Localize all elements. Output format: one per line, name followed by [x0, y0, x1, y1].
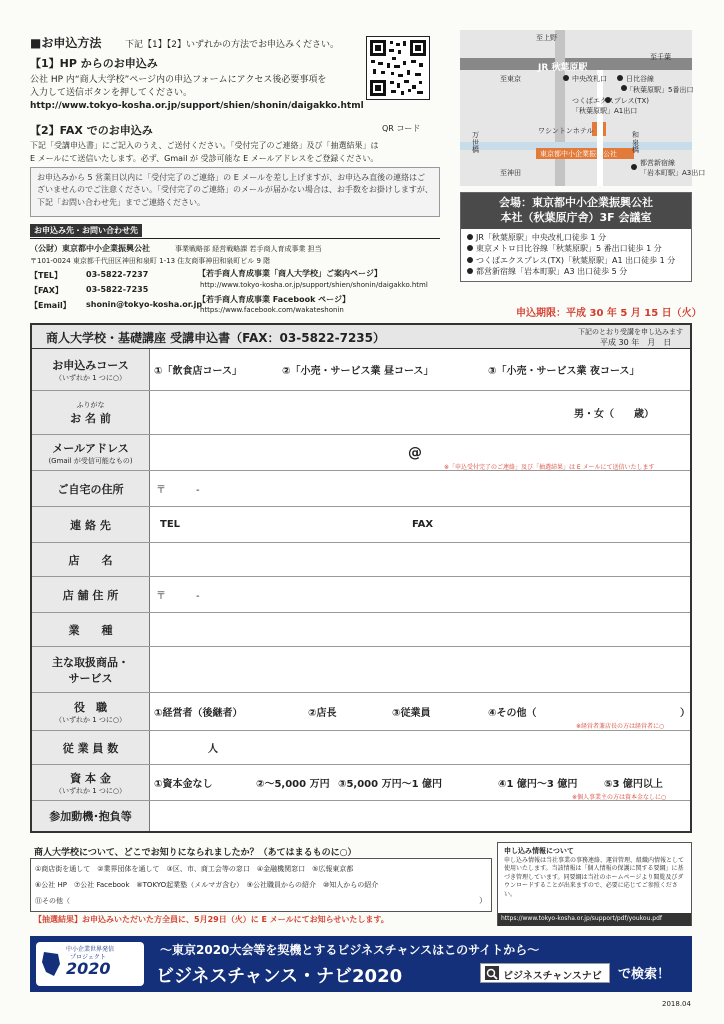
venue-box — [460, 192, 692, 282]
fax-value: 03-5822-7235 — [86, 285, 149, 294]
capital-option-5[interactable]: ⑤3 億円以上 — [604, 779, 663, 790]
map-label-kosha: 東京都中小企業振興公社 — [540, 150, 617, 158]
form-date[interactable]: 平成 30 年 月 日 — [600, 338, 672, 347]
capital-option-1[interactable]: ①資本金なし — [154, 779, 213, 790]
capital-sub: （いずれか 1 つに○） — [54, 786, 126, 795]
course-sub: （いずれか 1 つに○） — [54, 373, 126, 382]
fax-text-2: E メールにて送信いたします。必ず、Gmail が 受診可能な E メールアドレスをご登録ください。 — [30, 154, 379, 163]
course-option-2[interactable]: ②「小売・サービス業 昼コース」 — [282, 366, 434, 377]
map-label-tx: つくばエクスプレス(TX) — [572, 97, 649, 105]
furigana-label: ふりがな — [76, 400, 105, 409]
email-at-sign[interactable]: @ — [408, 444, 422, 461]
banner-search-box[interactable] — [480, 963, 610, 983]
capital-option-2[interactable]: ②～5,000 万円 — [256, 779, 330, 790]
form-header — [32, 325, 690, 349]
hp-url-link[interactable]: http://www.tokyo-kosha.or.jp/support/shien/shonin/daigakko.html — [30, 101, 364, 111]
notice-box: お申込みから 5 営業日以内に「受付完了のご連絡」の E メールを差し上げますが、お申込み直後の連絡はございませんのでご注意ください。「受付完了のご連絡」のメールが届かない場合は、お手数をお掛けしますが、下記「お問い合わせ先」までご連絡ください。 — [30, 167, 440, 217]
map-label-hibiya: 日比谷線 — [626, 75, 654, 83]
hp-text-2: 入力して送信ボタンを押してください。 — [30, 88, 193, 98]
role-sub: （いずれか 1 つに○） — [54, 715, 126, 724]
privacy-box — [497, 842, 692, 926]
deadline-text: 申込期限：平成 30 年 5 月 15 日（火） — [516, 308, 702, 319]
row-capital — [32, 765, 690, 801]
map-label-a3: 「岩本町駅」A3出口 — [640, 169, 706, 177]
map-label-hotel: ワシントンホテル — [538, 127, 594, 135]
map-label-a1: 「秋葉原駅」A1出口 — [572, 107, 638, 115]
privacy-title: 申し込み情報について — [504, 847, 574, 855]
venue-line-1: 会場：東京都中小企業振興公社 — [499, 196, 653, 209]
email-label: 【Email】 — [30, 301, 71, 310]
email-row-label: メールアドレス — [52, 441, 129, 455]
map-label-tokyo: 至東京 — [500, 75, 521, 83]
venue-line-2: 本社（秋葉原庁舎）3F 会議室 — [500, 210, 652, 224]
footer-date: 2018.04 — [662, 1000, 691, 1008]
home-postal-field[interactable]: 〒 - — [156, 485, 200, 496]
row-name — [32, 391, 690, 435]
role-close-paren: ） — [680, 708, 690, 719]
row-shop-address — [32, 577, 690, 613]
guide-page-url[interactable]: http://www.tokyo-kosha.or.jp/support/shien/shonin/daigakko.html — [200, 281, 428, 289]
role-option-1[interactable]: ①経営者（後継者） — [154, 708, 243, 719]
role-option-4[interactable]: ④その他（ — [488, 708, 537, 719]
facebook-page-url[interactable]: https://www.facebook.com/wakateshonin — [200, 306, 344, 314]
survey-close-paren: ） — [479, 896, 487, 905]
fax-heading: 【2】FAX でのお申込み — [30, 124, 153, 137]
map-station: JR 秋葉原駅 — [538, 63, 588, 73]
industry-label: 業 種 — [32, 613, 150, 646]
contact-heading: お申込み先・お問い合わせ先 — [30, 224, 142, 237]
shop-postal-field[interactable]: 〒 - — [156, 591, 200, 602]
course-label: お申込みコース — [52, 358, 129, 372]
staff-unit[interactable]: 人 — [208, 744, 218, 755]
application-form — [30, 323, 692, 833]
apply-title: ■お申込方法 — [30, 36, 102, 50]
fax-label: 【FAX】 — [30, 286, 63, 295]
map-label-izumi: 和泉橋 — [632, 131, 639, 155]
survey-other[interactable]: ⑪その他（ — [35, 897, 70, 905]
role-option-3[interactable]: ③従業員 — [392, 708, 431, 719]
role-note: ※経営者兼店長の方は経営者に○ — [576, 723, 665, 730]
banner-headline: ～東京2020大会等を契機とするビジネスチャンスはこのサイトから～ — [160, 943, 540, 957]
tel-field[interactable]: TEL — [160, 519, 181, 530]
row-products — [32, 647, 690, 693]
project-logo: 中小企業世界発信 プロジェクト 2020 — [36, 942, 144, 986]
email-link[interactable]: shonin@tokyo-kosha.or.jp — [86, 300, 203, 309]
motive-label: 参加動機･抱負等 — [32, 801, 150, 831]
survey-question: 商人大学校について、どこでお知りになられましたか？（あてはまるものに○） — [34, 848, 357, 858]
access-map — [460, 30, 706, 186]
survey-box[interactable] — [30, 858, 492, 912]
map-label-central-gate: 中央改札口 — [572, 75, 607, 83]
venue-access-item: JR「秋葉原駅」中央改札口徒歩 1 分 — [467, 232, 685, 244]
row-shop-name — [32, 543, 690, 577]
map-label-mansei: 万世橋 — [472, 131, 479, 155]
search-icon — [485, 966, 499, 980]
privacy-url-link[interactable]: https://www.tokyo-kosha.or.jp/support/pdf/youkou.pdf — [498, 913, 691, 926]
banner-search-cta[interactable]: で検索！ — [618, 967, 671, 982]
role-option-2[interactable]: ②店長 — [308, 708, 337, 719]
guide-page-title: 【若手商人育成事業「商人大学校」ご案内ページ】 — [198, 269, 382, 278]
business-chance-banner[interactable] — [30, 936, 692, 992]
tel-value: 03-5822-7237 — [86, 270, 149, 279]
map-label-shinjuku: 都営新宿線 — [640, 159, 675, 167]
shop-address-label: 店 舗 住 所 — [32, 577, 150, 612]
map-label-chiba: 至千葉 — [650, 53, 671, 61]
email-row-sub: (Gmail が受信可能なもの) — [48, 456, 133, 465]
contact-dept: 事業戦略部 経営戦略課 若手商人育成事業 担当 — [175, 245, 322, 253]
course-option-3[interactable]: ③「小売・サービス業 夜コース」 — [488, 366, 640, 377]
survey-options-1[interactable]: ①商店街を通して ②業界団体を通して ③区、市、商工会等の窓口 ④金融機関窓口 ⑤広報東京都 — [35, 865, 354, 873]
qr-code-image — [366, 36, 430, 100]
survey-options-2[interactable]: ⑥公社 HP ⑦公社 Facebook ⑧TOKYO起業塾（メルマガ含む） ⑨公社職員からの紹介 ⑩知人からの紹介 — [35, 881, 379, 889]
banner-brand: ビジネスチャンス・ナビ2020 — [156, 966, 403, 987]
hp-heading: 【1】HP からのお申込み — [30, 57, 158, 70]
capital-option-4[interactable]: ④1 億円～3 億円 — [498, 779, 578, 790]
banner-search-text: ビジネスチャンスナビ — [503, 971, 602, 982]
form-note: 下記のとおり受講を申し込みます — [578, 328, 683, 336]
venue-access-item: 東京メトロ日比谷線「秋葉原駅」5 番出口徒歩 1 分 — [467, 243, 685, 255]
row-home-address — [32, 471, 690, 507]
fax-field[interactable]: FAX — [412, 519, 434, 530]
map-label-exit5: 「秋葉原駅」5番出口 — [626, 86, 694, 94]
row-industry — [32, 613, 690, 647]
shop-name-label: 店 名 — [32, 543, 150, 576]
capital-option-3[interactable]: ③5,000 万円～1 億円 — [338, 779, 443, 790]
role-label: 役 職 — [74, 700, 107, 714]
form-title: 商人大学校・基礎講座 受講申込書（FAX：03-5822-7235） — [46, 331, 385, 345]
capital-label: 資 本 金 — [70, 771, 111, 785]
fax-text-1: 下記「受講申込書」にご記入のうえ、ご送付ください。「受付完了のご連絡」及び「抽選結果」は — [30, 141, 379, 150]
qr-code-label: QR コード — [382, 124, 421, 133]
map-label-ueno: 至上野 — [536, 34, 557, 42]
hp-text-1: 公社 HP 内“商人大学校”ページ内の申込フォームにアクセス後必要事項を — [30, 75, 327, 85]
facebook-page-title: 【若手商人育成事業 Facebook ページ】 — [198, 295, 351, 304]
row-role — [32, 693, 690, 731]
capital-note: ※個人事業主の方は資本金なしに○ — [572, 794, 667, 801]
row-course — [32, 349, 690, 391]
venue-access-item: つくばエクスプレス(TX)「秋葉原駅」A1 出口徒歩 1 分 — [467, 255, 685, 267]
row-email — [32, 435, 690, 471]
lottery-notice: 【抽選結果】お申込みいただいた方全員に、5月29日（火）に E メールにてお知らせいたします。 — [34, 915, 389, 924]
name-label: お 名 前 — [70, 411, 111, 425]
privacy-text: 申し込み情報は当社事業の事務連絡、運営管理、組織内情報として使用いたします。当該情報は「個人情報の保護に関する要綱」に基づき管理しています。同要綱は当社のホームページより閲覧及びダウンロードすることが出来ますので、必要に応じてご参照ください。 — [504, 857, 685, 898]
contact-address: 〒101-0024 東京都千代田区神田和泉町 1-13 住友商事神田和泉町ビル 9 階 — [30, 257, 271, 265]
row-staff — [32, 731, 690, 765]
contact-org: （公財）東京都中小企業振興公社 — [30, 244, 150, 253]
row-motive — [32, 801, 690, 831]
venue-access-item: 都営新宿線「岩本町駅」A3 出口徒歩 5 分 — [467, 266, 685, 278]
email-note: ※「申込受付完了のご連絡」及び「抽選結果」は E メールにて送信いたします — [444, 464, 655, 471]
contact-label: 連 絡 先 — [32, 507, 150, 542]
map-label-kanda: 至神田 — [500, 169, 521, 177]
course-option-1[interactable]: ①「飲食店コース」 — [154, 366, 242, 377]
products-label-2: サービス — [68, 671, 113, 685]
apply-subtitle: 下記【1】【2】いずれかの方法でお申込みください。 — [125, 40, 339, 50]
tel-label: 【TEL】 — [30, 271, 63, 280]
staff-label: 従 業 員 数 — [32, 731, 150, 764]
gender-age-field[interactable]: 男・女（ 歳） — [574, 409, 654, 420]
row-contact — [32, 507, 690, 543]
products-label-1: 主な取扱商品・ — [52, 655, 129, 669]
home-address-label: ご自宅の住所 — [32, 471, 150, 506]
